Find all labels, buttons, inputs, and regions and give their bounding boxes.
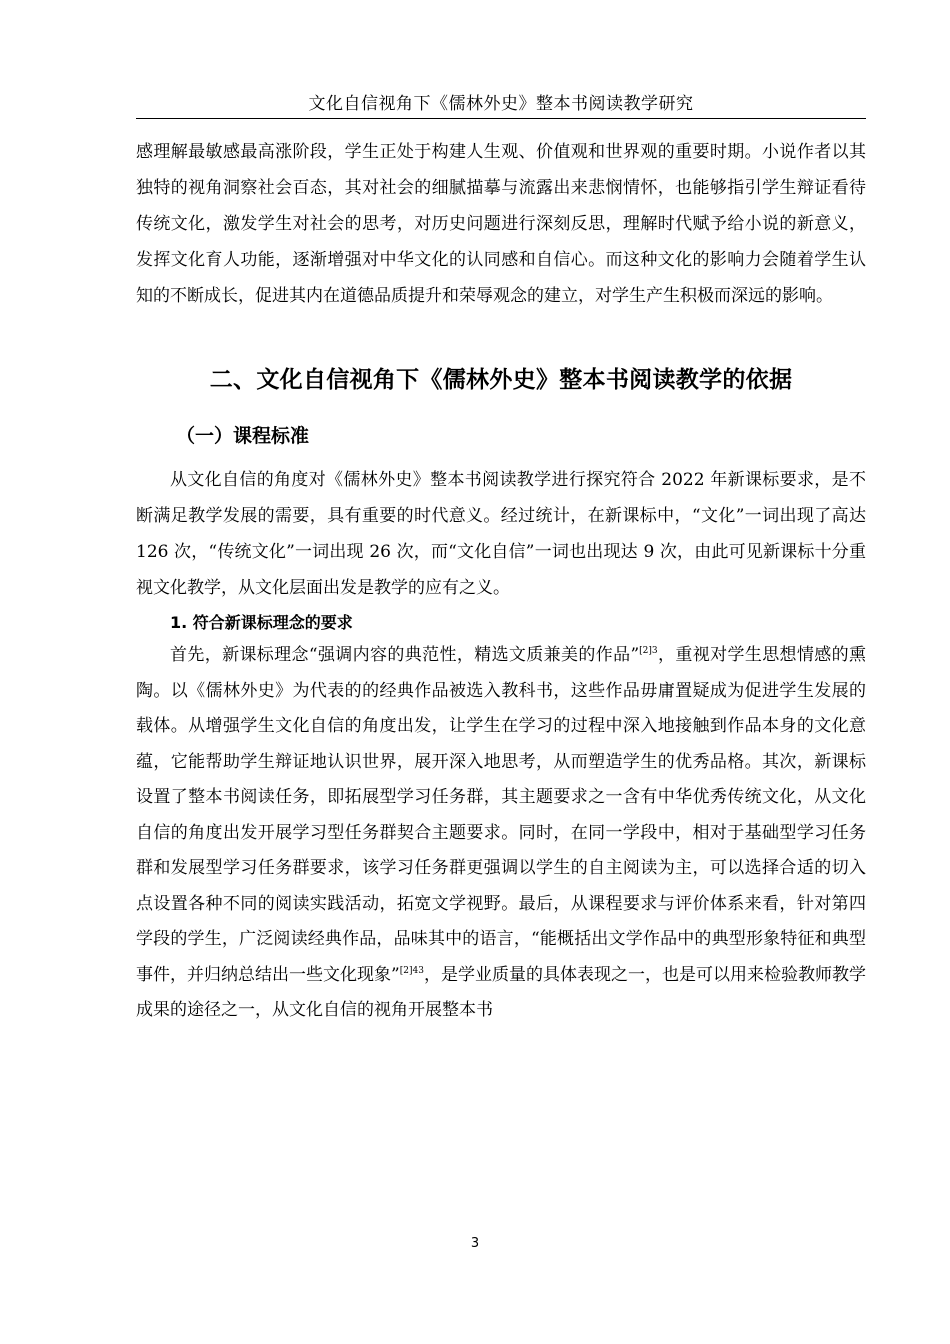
paragraph-requirements	[136, 638, 866, 1029]
header-rule	[136, 118, 866, 119]
page-number: 3	[470, 1236, 480, 1251]
body-text	[136, 134, 866, 1029]
paragraph-requirements-part-3: ，是学业质量的具体表现之一，也是可以用来检验教师教学成果的途径之一，从文化自信的视角开展整本书	[136, 964, 866, 1020]
paragraph-requirements-part-1: 首先，新课标理念“强调内容的典范性，精选文质兼美的作品”	[170, 645, 640, 665]
item-heading: 1. 符合新课标理念的要求	[170, 613, 353, 632]
running-header: 文化自信视角下《儒林外史》整本书阅读教学研究	[308, 94, 694, 114]
subsection-heading: （一）课程标准	[176, 425, 310, 447]
paragraph-curriculum-standard: 从文化自信的角度对《儒林外史》整本书阅读教学进行探究符合 2022 年新课标要求，是不断满足教学发展的需要，具有重要的时代意义。经过统计，在新课标中，“文化”一词出现了高达 126 次，“传统文化”一词出现 26 次，而“文化自信”一词也出现达 9 次，由此可见新课标十分重视文化教学，从文化层面出发是教学的应有之义。	[136, 470, 866, 598]
citation-ref-1: [2]3	[639, 646, 658, 656]
paragraph-continued: 感理解最敏感最高涨阶段，学生正处于构建人生观、价值观和世界观的重要时期。小说作者以其独特的视角洞察社会百态，其对社会的细腻描摹与流露出来悲悯情怀，也能够指引学生辩证看待传统文化，激发学生对社会的思考，对历史问题进行深刻反思，理解时代赋予给小说的新意义，发挥文化育人功能，逐渐增强对中华文化的认同感和自信心。而这种文化的影响力会随着学生认知的不断成长，促进其内在道德品质提升和荣辱观念的建立，对学生产生积极而深远的影响。	[136, 142, 866, 306]
citation-ref-2: [2]43	[399, 965, 424, 976]
paragraph-requirements-part-2: ，重视对学生思想情感的熏陶。以《儒林外史》为代表的的经典作品被选入教科书，这些作品毋庸置疑成为促进学生发展的载体。从增强学生文化自信的角度出发，让学生在学习的过程中深入地接触到作品本身的文化意蕴，它能帮助学生辩证地认识世界，展开深入地思考，从而塑造学生的优秀品格。其次，新课标设置了整本书阅读任务，即拓展型学习任务群，其主题要求之一含有中华优秀传统文化，从文化自信的角度出发开展学习型任务群契合主题要求。同时，在同一学段中，相对于基础型学习任务群和发展型学习任务群要求，该学习任务群更强调以学生的自主阅读为主，可以选择合适的切入点设置各种不同的阅读实践活动，拓宽文学视野。最后，从课程要求与评价体系来看，针对第四学段的学生，广泛阅读经典作品，品味其中的语言，“能概括出文学作品中的典型形象特征和典型事件，并归纳总结出一些文化现象”	[136, 645, 867, 985]
section-heading: 二、文化自信视角下《儒林外史》整本书阅读教学的依据	[209, 367, 793, 393]
